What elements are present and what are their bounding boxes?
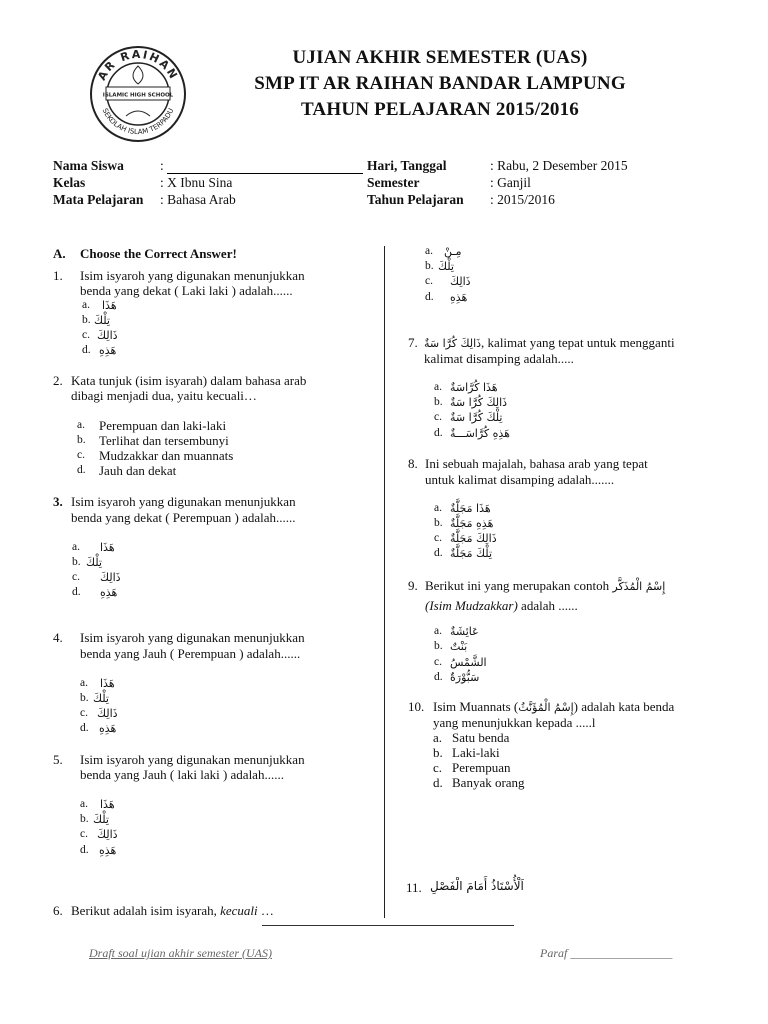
q5-option-c[interactable]: ذَالِكَ [97,828,118,841]
q4-option-b[interactable]: تِلْكَ [93,692,109,705]
q8-option-b-label: b. [434,517,443,529]
q3-line1: Isim isyaroh yang digunakan menunjukkan [71,494,296,509]
logo-bottom-text: SEKOLAH ISLAM TERPADU [100,107,176,137]
column-divider [384,246,385,918]
header-title-1: UJIAN AKHIR SEMESTER (UAS) [292,47,588,68]
q1-line1: Isim isyaroh yang digunakan menunjukkan [80,268,305,283]
q8-option-d-label: d. [434,547,443,559]
q10-line1a: Isim Muannats ( [433,699,519,714]
q2-option-a-label: a. [77,419,85,431]
q10-option-d[interactable]: Banyak orang [452,775,525,790]
q4-number: 4. [53,630,63,645]
section-letter: A. [53,246,66,261]
q4-option-c-label: c. [80,707,88,719]
q3-option-c-label: c. [72,571,80,583]
q7-arabic: ذَالِكَ كُرَّا سَةٌ [424,337,482,350]
q1-line2: benda yang dekat ( Laki laki ) adalah...... [80,283,293,298]
q4-line1: Isim isyaroh yang digunakan menunjukkan [80,630,305,645]
q5-option-a[interactable]: هَذَا [100,798,115,811]
q3-option-b-label: b. [72,556,81,568]
q1-option-c-label: c. [82,329,90,341]
q10-option-b[interactable]: Laki-laki [452,745,500,760]
svg-text:AR RAIHAN [95,48,181,83]
q5-option-c-label: c. [80,828,88,840]
nama-siswa-field[interactable] [160,158,363,174]
q1-option-c[interactable]: ذَالِكَ [97,329,118,342]
q5-option-b-label: b. [80,813,89,825]
q6-option-b-label: b. [425,260,434,272]
hari-label: Hari, Tanggal [367,158,447,173]
q4-option-a-label: a. [80,677,88,689]
bottom-rule [262,925,514,926]
q10-line2: yang menunjukkan kepada .....l [433,715,596,730]
mapel-value: : Bahasa Arab [160,192,236,207]
q5-number: 5. [53,752,63,767]
q9-option-c-label: c. [434,656,442,668]
q4-option-b-label: b. [80,692,89,704]
q6-option-b[interactable]: تِلْكَ [438,260,454,273]
q7-line1 [424,335,675,351]
footer-paraf[interactable]: Paraf _________________ [540,946,673,960]
q6-emph: kecuali [220,903,258,918]
q2-line1: Kata tunjuk (isim isyarah) dalam bahasa arab [71,373,307,388]
q8-option-c-label: c. [434,532,442,544]
semester-value: : Ganjil [490,175,531,190]
q8-option-a[interactable]: هَذَا مَجَلَّةٌ [450,502,491,515]
q8-option-c[interactable]: ذَالِكَ مَجَلَّةٌ [450,532,497,545]
q1-number: 1. [53,268,63,283]
q8-option-a-label: a. [434,502,442,514]
q3-option-c[interactable]: ذَالِكَ [100,571,121,584]
q2-option-c-label: c. [77,449,85,461]
q6-option-c[interactable]: ذَالِكَ [450,275,471,288]
q1-option-d[interactable]: هَذِهِ [99,344,117,357]
q9-option-d-label: d. [434,671,443,683]
q4-option-c[interactable]: ذَالِكَ [97,707,118,720]
q2-number: 2. [53,373,63,388]
q7-option-c-label: c. [434,411,442,423]
q10-option-b-label: b. [433,745,443,760]
q2-option-c[interactable]: Mudzakkar dan muannats [99,448,234,463]
q7-option-b[interactable]: ذَالِكَ كُرَّا سَةٌ [450,396,508,409]
q6-option-d-label: d. [425,291,434,303]
q3-option-d-label: d. [72,586,81,598]
nama-siswa-label: Nama Siswa [53,158,124,173]
q2-option-b-label: b. [77,434,86,446]
q6-option-c-label: c. [425,275,433,287]
logo-top-text: AR RAIHAN [95,47,181,83]
q9-option-b[interactable]: بَنْتٌ [450,640,468,653]
q2-option-b[interactable]: Terlihat dan tersembunyi [99,433,229,448]
q10-option-c[interactable]: Perempuan [452,760,511,775]
q4-option-d-label: d. [80,722,89,734]
q9-line1 [425,578,665,594]
q10-option-a-label: a. [433,730,443,745]
q3-number: 3. [53,494,63,509]
footer-draft: Draft soal ujian akhir semester (UAS) [89,946,272,960]
q4-line2: benda yang Jauh ( Perempuan ) adalah...... [80,646,301,661]
q10-line1b: ) adalah kata benda [573,699,675,714]
hari-value: : Rabu, 2 Desember 2015 [490,158,628,173]
q6-number: 6. [53,903,63,918]
q2-option-d[interactable]: Jauh dan dekat [99,463,177,478]
q4-option-d[interactable]: هَذِهِ [99,722,117,735]
q6-option-a-label: a. [425,245,433,257]
q11-arabic: اَلْأُسْتَاذُ أَمَامَ الْفَصْلِ [430,879,524,893]
q10-option-d-label: d. [433,775,443,790]
q9-option-a-label: a. [434,625,442,637]
q3-option-d[interactable]: هَذِهِ [100,586,118,599]
kelas-label: Kelas [53,175,86,190]
q7-option-b-label: b. [434,396,443,408]
school-logo [88,44,188,144]
semester-label: Semester [367,175,420,190]
kelas-value: : X Ibnu Sina [160,175,233,190]
header-title-2: SMP IT AR RAIHAN BANDAR LAMPUNG [254,73,626,94]
tahun-label: Tahun Pelajaran [367,192,464,207]
q10-option-c-label: c. [433,760,443,775]
q9-italic: (Isim Mudzakkar) [425,598,518,613]
q8-option-d[interactable]: تِلْكَ مَجَلَّةٌ [450,547,493,560]
header-title-3: TAHUN PELAJARAN 2015/2016 [300,99,580,120]
q9-option-a[interactable]: عَائِشَةٌ [450,625,479,638]
q6-main: Berikut adalah isim isyarah, [71,903,217,918]
q1-option-b[interactable]: تِلْكَ [94,314,110,327]
q3-line2: benda yang dekat ( Perempuan ) adalah...... [71,510,296,525]
q9-option-d[interactable]: سَبُّوْرَةٌ [450,671,480,684]
q11-number: 11. [406,880,422,895]
q1-option-a-label: a. [82,299,90,311]
q5-line2: benda yang Jauh ( laki laki ) adalah...... [80,767,284,782]
q8-option-b[interactable]: هَذِهِ مَجَلَّةٌ [450,517,494,530]
q2-option-a[interactable]: Perempuan dan laki-laki [99,418,227,433]
q1-option-d-label: d. [82,344,91,356]
tahun-value: : 2015/2016 [490,192,555,207]
q9-line2-text: adalah ...... [521,598,578,613]
q10-arabic: إِسْمُ الْمُؤَنَّثُ [518,701,574,714]
q3-option-a-label: a. [72,541,80,553]
q3-option-b[interactable]: تِلْكَ [86,556,102,569]
q7-line1-text: , kalimat yang tepat untuk mengganti [481,335,675,350]
q7-option-a[interactable]: هَذَا كُرَّاسَةٌ [450,381,498,394]
q7-option-d-label: d. [434,427,443,439]
q9-arabic: إِسْمُ الْمُذَكَّر [612,580,666,593]
q5-option-b[interactable]: تِلْكَ [93,813,109,826]
q1-option-a[interactable]: هَذَا [102,299,117,312]
q3-option-a[interactable]: هَذَا [100,541,115,554]
mapel-label: Mata Pelajaran [53,192,144,207]
q9-number: 9. [408,578,418,593]
q6-text [71,903,274,918]
q1-option-b-label: b. [82,314,91,326]
q2-option-d-label: d. [77,464,86,476]
q6-option-d[interactable]: هَذِهِ [450,291,468,304]
q7-option-a-label: a. [434,381,442,393]
q7-line2: kalimat disamping adalah..... [424,351,574,366]
q5-line1: Isim isyaroh yang digunakan menunjukkan [80,752,305,767]
q9-option-b-label: b. [434,640,443,652]
q6-tail: … [260,903,274,918]
q4-option-a[interactable]: هَذَا [100,677,115,690]
q9-line1-text: Berikut ini yang merupakan contoh [425,578,610,593]
q5-option-d-label: d. [80,844,89,856]
q5-option-d[interactable]: هَذِهِ [99,844,117,857]
q8-number: 8. [408,456,418,471]
q8-line1: Ini sebuah majalah, bahasa arab yang tepat [425,456,648,471]
q9-option-c[interactable]: الشَّمْسُ [450,656,487,669]
nama-colon: : [160,158,164,173]
section-title: Choose the Correct Answer! [80,246,237,261]
q7-option-c[interactable]: تِلْكَ كُرَّا سَةٌ [450,411,503,424]
q7-option-d[interactable]: هَذِهِ كُرَّاسَـــةٌ [450,427,510,440]
q2-line2: dibagi menjadi dua, yaitu kecuali… [71,388,257,403]
q7-number: 7. [408,335,418,350]
q10-number: 10. [408,699,425,714]
nama-blank[interactable] [167,160,363,174]
q5-option-a-label: a. [80,798,88,810]
q9-line2 [425,598,578,613]
logo-middle-text: ISLAMIC HIGH SCHOOL [102,92,174,99]
q10-option-a[interactable]: Satu benda [452,730,510,745]
q10-line1 [433,699,674,715]
q6-option-a[interactable]: مِـنْ [444,245,462,258]
q8-line2: untuk kalimat disamping adalah....... [425,472,615,487]
